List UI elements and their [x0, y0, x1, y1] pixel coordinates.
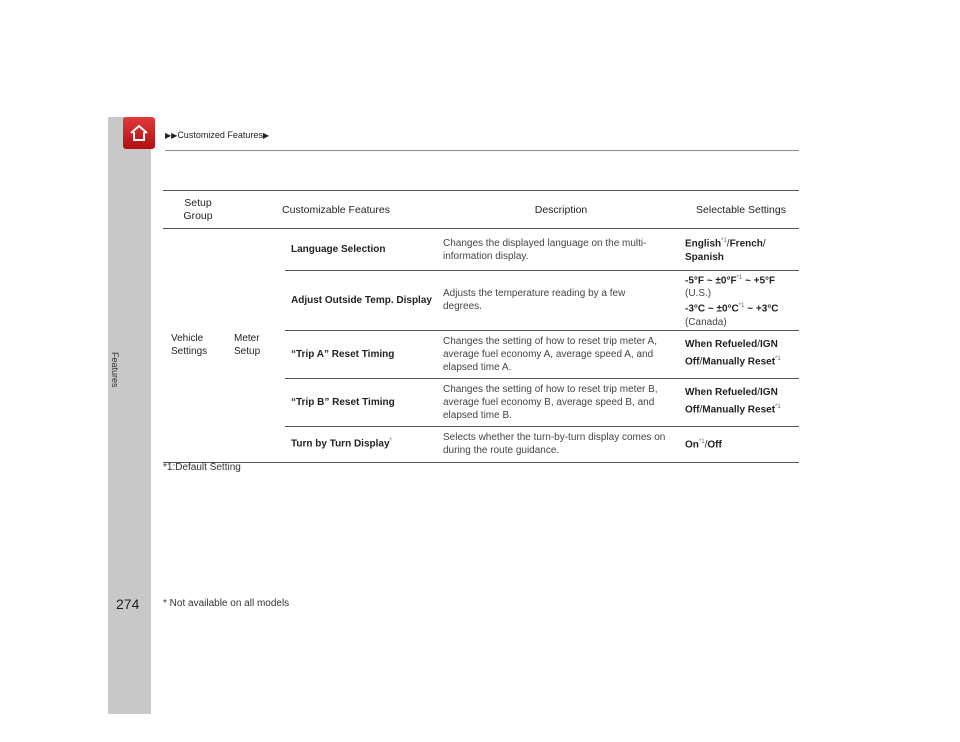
home-button[interactable] [123, 117, 155, 149]
setting-french: French [729, 238, 763, 250]
header-setup-group [163, 191, 233, 229]
settings-language-selection: English$^{*1}$/French/ Spanish [683, 229, 799, 271]
settings-trip-b-reset: When Refueled/IGN Off/Manually Reset$^{*1}$ [683, 378, 799, 426]
default-mark: *1 [721, 237, 727, 244]
feature-trip-a-reset: “Trip A” Reset Timing [285, 330, 439, 378]
header-selectable-settings: Selectable Settings [683, 191, 799, 229]
header-setup-group-label: Setup Group [183, 196, 213, 222]
not-all-models-mark: * [389, 438, 392, 445]
description-turn-by-turn: Selects whether the turn-by-turn display comes on during the route guidance. [439, 426, 683, 462]
default-mark: *1 [736, 275, 743, 281]
description-adjust-outside-temp: Adjusts the temperature reading by a few degrees. [439, 271, 683, 331]
default-mark: *1 [775, 356, 781, 363]
feature-trip-b-reset: “Trip B” Reset Timing [285, 378, 439, 426]
header-divider [165, 150, 799, 151]
setting-temp-c-max: ~ +3°C [744, 303, 779, 315]
setting-region-us: (U.S.) [685, 288, 712, 300]
feature-language-selection: Language Selection [285, 229, 439, 271]
breadcrumb-end-arrow-icon: ▶ [262, 131, 270, 140]
setting-ign-off: IGN Off [685, 387, 778, 416]
models-footnote: * Not available on all models [163, 598, 290, 609]
default-mark: *1 [738, 303, 745, 310]
setting-manually-reset: Manually Reset [702, 356, 776, 368]
setting-ign-off: IGN Off [685, 339, 778, 368]
default-mark: *1 [698, 439, 705, 446]
setting-off: Off [707, 439, 722, 451]
feature-adjust-outside-temp: Adjust Outside Temp. Display [285, 271, 439, 331]
table-header-row [163, 191, 799, 229]
setting-temp-c-min: -3°C ~ ±0°C [685, 303, 739, 315]
feature-turn-by-turn-label: Turn by Turn Display [291, 438, 390, 450]
home-icon [128, 122, 150, 144]
setting-when-refueled: When Refueled [685, 387, 758, 399]
sidebar-label: Features [110, 352, 120, 388]
setting-when-refueled: When Refueled [685, 339, 758, 351]
header-customizable-features: Customizable Features [233, 191, 439, 229]
setting-temp-f-min: -5°F ~ ±0°F [685, 275, 737, 287]
page-number: 274 [116, 596, 140, 612]
breadcrumb [165, 130, 269, 140]
group-sub-label: Meter Setup [234, 333, 261, 358]
default-setting-note: *1:Default Setting [163, 462, 241, 473]
group-vehicle-settings [163, 229, 233, 463]
default-mark: *1 [775, 404, 781, 411]
group-main-label: Vehicle Settings [171, 333, 208, 358]
settings-adjust-outside-temp [683, 271, 799, 331]
setting-region-canada: (Canada) [685, 316, 727, 328]
settings-trip-a-reset: When Refueled/IGN Off/Manually Reset$^{*1}$ [683, 330, 799, 378]
setting-on: On [685, 439, 699, 451]
table-row [163, 229, 799, 271]
feature-turn-by-turn [285, 426, 439, 462]
description-trip-b-reset: Changes the setting of how to reset trip meter B, average fuel economy B, average speed B, and elapsed time B. [439, 378, 683, 426]
setting-manually-reset: Manually Reset [702, 404, 776, 416]
description-language-selection: Changes the displayed language on the multi-information display. [439, 229, 683, 271]
group-meter-setup [233, 229, 285, 463]
setting-temp-f-max: ~ +5°F [742, 275, 776, 287]
sidebar-tab [108, 117, 151, 714]
header-description: Description [439, 191, 683, 229]
breadcrumb-arrows-icon: ▶▶ [165, 131, 178, 140]
settings-turn-by-turn: On$^{*1}$/Off [683, 426, 799, 462]
customized-features-table [163, 190, 799, 463]
setting-spanish: Spanish [685, 252, 724, 264]
breadcrumb-link[interactable]: Customized Features [177, 130, 263, 140]
setting-english: English [685, 238, 722, 250]
description-trip-a-reset: Changes the setting of how to reset trip meter A, average fuel economy A, average speed A, and elapsed time A. [439, 330, 683, 378]
